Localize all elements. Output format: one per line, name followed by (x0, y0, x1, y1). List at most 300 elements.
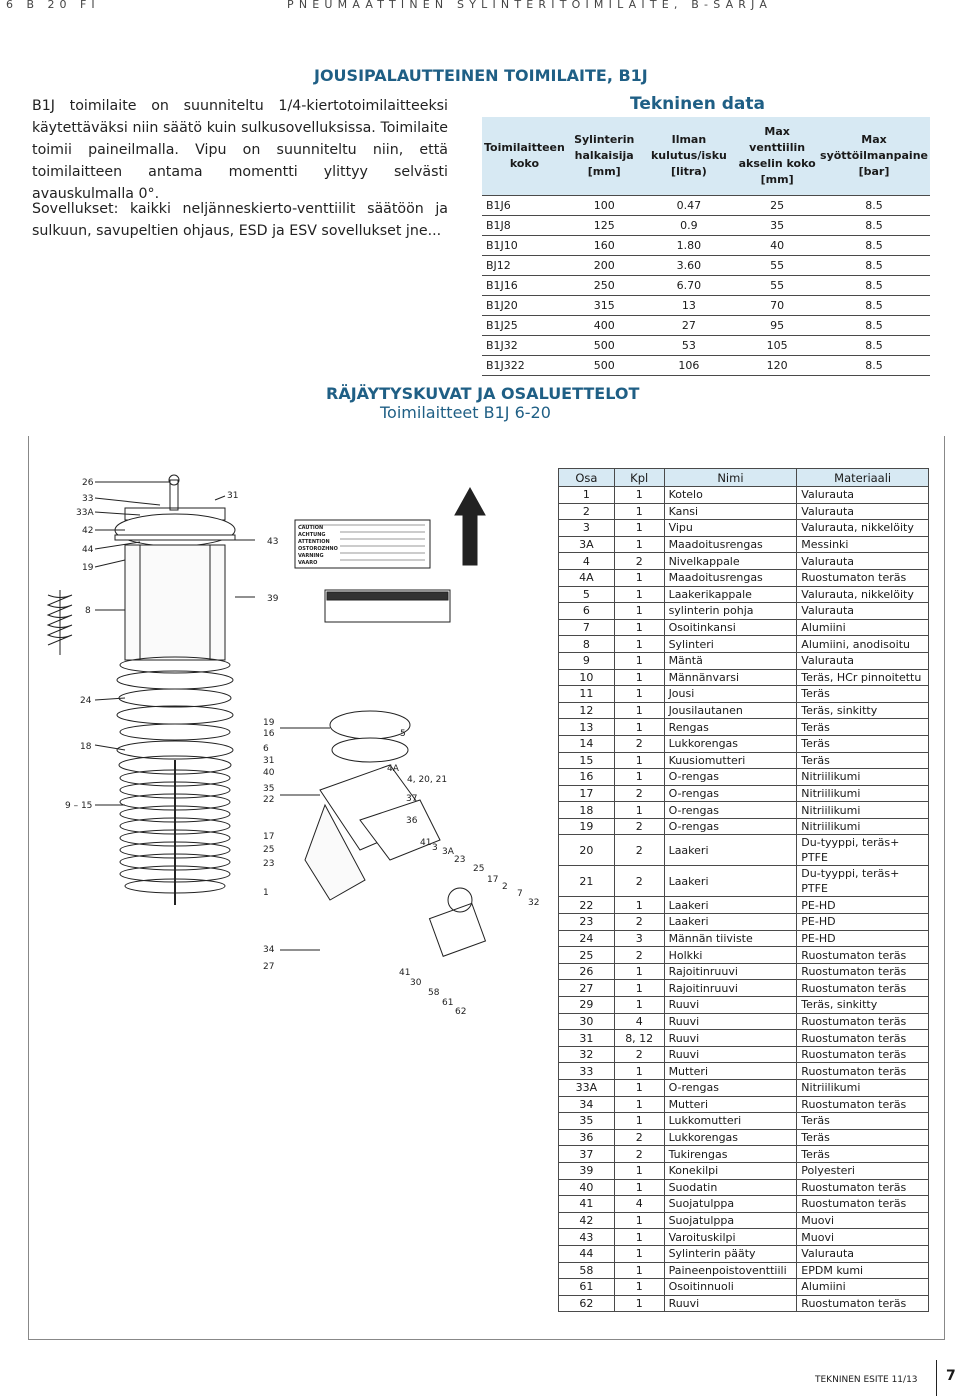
parts-cell: 21 (559, 866, 615, 897)
parts-cell: 22 (559, 897, 615, 914)
tech-cell: 55 (736, 256, 818, 276)
parts-cell: 1 (614, 997, 664, 1014)
parts-cell: O-rengas (664, 769, 797, 786)
parts-cell: 14 (559, 735, 615, 752)
drawing-label: 3A (442, 847, 454, 857)
parts-cell: 26 (559, 963, 615, 980)
parts-row (559, 785, 929, 802)
parts-cell: Paineenpoistoventtiili (664, 1262, 797, 1279)
drawing-label: 39 (267, 594, 279, 604)
drawing-label: 22 (263, 795, 275, 805)
parts-cell: 20 (559, 835, 615, 866)
drawing-label: 41 (420, 838, 432, 848)
tech-cell: 13 (642, 296, 737, 316)
parts-cell: 1 (614, 503, 664, 520)
parts-cell: Ruostumaton teräs (797, 1063, 929, 1080)
parts-cell: 61 (559, 1279, 615, 1296)
parts-cell: Valurauta (797, 553, 929, 570)
parts-cell: Vipu (664, 520, 797, 537)
parts-cell: Nivelkappale (664, 553, 797, 570)
parts-cell: 2 (614, 818, 664, 835)
tech-cell: 0.47 (642, 196, 737, 216)
drawing-label: 3 (432, 843, 438, 853)
drawing-label: 5 (400, 729, 406, 739)
tech-cell: 0.9 (642, 216, 737, 236)
parts-cell: 36 (559, 1129, 615, 1146)
parts-cell: 1 (614, 619, 664, 636)
parts-row (559, 997, 929, 1014)
parts-cell: 2 (614, 866, 664, 897)
parts-row (559, 1179, 929, 1196)
parts-cell: 2 (614, 947, 664, 964)
parts-cell: 25 (559, 947, 615, 964)
parts-cell: 2 (614, 1046, 664, 1063)
parts-row (559, 1245, 929, 1262)
drawing-label: 17 (487, 875, 499, 885)
parts-cell: 1 (614, 1113, 664, 1130)
parts-row (559, 769, 929, 786)
drawing-label: 19 (82, 563, 94, 573)
parts-row (559, 1080, 929, 1097)
parts-cell: Nitriilikumi (797, 785, 929, 802)
parts-cell: 1 (614, 652, 664, 669)
parts-row (559, 980, 929, 997)
drawing-label: 34 (263, 945, 275, 955)
parts-cell: Teräs, sinkitty (797, 997, 929, 1014)
parts-row (559, 1212, 929, 1229)
parts-cell: Lukkorengas (664, 1129, 797, 1146)
parts-row (559, 1013, 929, 1030)
parts-header: Materiaali (797, 469, 929, 487)
parts-cell: Mutteri (664, 1063, 797, 1080)
parts-cell: PE-HD (797, 930, 929, 947)
parts-cell: Laakerikappale (664, 586, 797, 603)
drawing-label: 44 (82, 545, 94, 555)
drawing-label: 31 (227, 491, 239, 501)
parts-row (559, 963, 929, 980)
drawing-label: 4A (387, 764, 399, 774)
parts-row (559, 619, 929, 636)
drawing-label: 24 (80, 696, 92, 706)
parts-cell: Nitriilikumi (797, 818, 929, 835)
parts-cell: 1 (614, 752, 664, 769)
parts-cell: Osoitinnuoli (664, 1279, 797, 1296)
parts-cell: 13 (559, 719, 615, 736)
drawing-label: 8 (85, 606, 91, 616)
parts-cell: 1 (614, 1080, 664, 1097)
parts-cell: Teräs (797, 719, 929, 736)
tech-cell: 55 (736, 276, 818, 296)
footer-text: TEKNINEN ESITE 11/13 (815, 1375, 918, 1385)
tech-cell: 25 (736, 196, 818, 216)
tech-cell: B1J322 (482, 356, 567, 376)
parts-cell: 1 (614, 1096, 664, 1113)
footer-divider (936, 1360, 937, 1396)
parts-cell: 1 (614, 520, 664, 537)
parts-cell: Ruostumaton teräs (797, 1030, 929, 1047)
parts-row (559, 866, 929, 897)
parts-row (559, 1229, 929, 1246)
intro-paragraph: B1J toimilaite on suunniteltu 1/4-kiertotoimilaitteeksi käytettäväksi niin säätö kuin sulkusovelluksissa. Toimilaite toimii paineilmalla. Vipu on suunniteltu niin, että toimilaitteen antama momentti ylittyy selvästi avauskulmalla 0°. (32, 98, 448, 202)
parts-row (559, 735, 929, 752)
tech-cell: 500 (567, 336, 642, 356)
parts-cell: Laakeri (664, 835, 797, 866)
parts-cell: Ruuvi (664, 1030, 797, 1047)
tech-cell: 3.60 (642, 256, 737, 276)
parts-cell: 1 (614, 1179, 664, 1196)
parts-cell: Mäntä (664, 652, 797, 669)
parts-header: Kpl (614, 469, 664, 487)
tech-header: Toimilaitteen koko (482, 117, 567, 196)
tech-header: Max venttiilin akselin koko [mm] (736, 117, 818, 196)
parts-cell: Kansi (664, 503, 797, 520)
parts-cell: 16 (559, 769, 615, 786)
tech-cell: 125 (567, 216, 642, 236)
parts-cell: 1 (614, 963, 664, 980)
drawing-label: 27 (263, 962, 275, 972)
parts-cell: Ruostumaton teräs (797, 980, 929, 997)
parts-cell: 1 (614, 1063, 664, 1080)
parts-cell: Rajoitinruuvi (664, 980, 797, 997)
parts-cell: 17 (559, 785, 615, 802)
tech-cell: B1J25 (482, 316, 567, 336)
parts-row (559, 1129, 929, 1146)
parts-cell: Varoituskilpi (664, 1229, 797, 1246)
parts-cell: 11 (559, 686, 615, 703)
parts-cell: 4 (614, 1013, 664, 1030)
drawing-label: 61 (442, 998, 454, 1008)
parts-cell: 41 (559, 1196, 615, 1213)
tech-cell: 8.5 (818, 316, 930, 336)
parts-row (559, 1162, 929, 1179)
parts-cell: 15 (559, 752, 615, 769)
parts-row (559, 669, 929, 686)
parts-row (559, 802, 929, 819)
parts-cell: Du-tyyppi, teräs+ PTFE (797, 866, 929, 897)
parts-cell: 23 (559, 914, 615, 931)
section-subtitle: Toimilaitteet B1J 6-20 (380, 403, 551, 422)
drawing-label: 16 (263, 729, 275, 739)
drawing-label: 23 (263, 859, 275, 869)
drawing-label: 23 (454, 855, 466, 865)
parts-row (559, 1113, 929, 1130)
parts-cell: 40 (559, 1179, 615, 1196)
parts-cell: 39 (559, 1162, 615, 1179)
tech-row (482, 256, 930, 276)
tech-cell: 35 (736, 216, 818, 236)
parts-cell: 1 (614, 980, 664, 997)
parts-cell: 44 (559, 1245, 615, 1262)
parts-cell: 4 (614, 1196, 664, 1213)
parts-cell: PE-HD (797, 914, 929, 931)
parts-cell: 1 (614, 1295, 664, 1312)
parts-cell: Ruostumaton teräs (797, 1046, 929, 1063)
parts-cell: 33A (559, 1080, 615, 1097)
parts-cell: Du-tyyppi, teräs+ PTFE (797, 835, 929, 866)
tech-data-table (482, 117, 930, 376)
parts-cell: 10 (559, 669, 615, 686)
tech-cell: 8.5 (818, 236, 930, 256)
tech-cell: 8.5 (818, 216, 930, 236)
parts-cell: 8 (559, 636, 615, 653)
tech-cell: 106 (642, 356, 737, 376)
parts-row (559, 1096, 929, 1113)
parts-cell: Teräs, sinkitty (797, 702, 929, 719)
parts-cell: 4 (559, 553, 615, 570)
parts-cell: Ruuvi (664, 1295, 797, 1312)
parts-row (559, 1146, 929, 1163)
parts-row (559, 930, 929, 947)
parts-cell: Laakeri (664, 914, 797, 931)
parts-row (559, 487, 929, 504)
parts-cell: Suodatin (664, 1179, 797, 1196)
page-header (0, 0, 960, 12)
parts-row (559, 553, 929, 570)
parts-cell: 32 (559, 1046, 615, 1063)
parts-cell: EPDM kumi (797, 1262, 929, 1279)
parts-cell: Messinki (797, 536, 929, 553)
parts-cell: Laakeri (664, 866, 797, 897)
tech-cell: 8.5 (818, 256, 930, 276)
parts-row (559, 586, 929, 603)
parts-cell: 3 (559, 520, 615, 537)
tech-cell: 27 (642, 316, 737, 336)
parts-cell: Nitriilikumi (797, 802, 929, 819)
parts-cell: 8, 12 (614, 1030, 664, 1047)
tech-cell: 105 (736, 336, 818, 356)
parts-cell: 9 (559, 652, 615, 669)
drawing-label: 2 (502, 882, 508, 892)
parts-row (559, 818, 929, 835)
drawing-label: 17 (263, 832, 275, 842)
tech-row (482, 356, 930, 376)
parts-cell: 18 (559, 802, 615, 819)
parts-cell: Tukirengas (664, 1146, 797, 1163)
tech-cell: B1J32 (482, 336, 567, 356)
parts-cell: Suojatulppa (664, 1196, 797, 1213)
parts-cell: 37 (559, 1146, 615, 1163)
parts-row (559, 1279, 929, 1296)
parts-cell: 2 (614, 914, 664, 931)
tech-row (482, 296, 930, 316)
parts-cell: 2 (559, 503, 615, 520)
parts-cell: Ruostumaton teräs (797, 1196, 929, 1213)
drawing-label: 25 (263, 845, 275, 855)
parts-cell: O-rengas (664, 785, 797, 802)
parts-row (559, 702, 929, 719)
drawing-label: 42 (82, 526, 94, 536)
parts-cell: Jousilautanen (664, 702, 797, 719)
tech-row (482, 196, 930, 216)
parts-cell: Suojatulppa (664, 1212, 797, 1229)
tech-cell: 8.5 (818, 356, 930, 376)
drawing-label: 41 (399, 968, 411, 978)
parts-cell: 1 (614, 487, 664, 504)
tech-cell: 8.5 (818, 336, 930, 356)
svg-text:CAUTION: CAUTION (298, 525, 324, 531)
parts-cell: Alumiini (797, 1279, 929, 1296)
tech-cell: 53 (642, 336, 737, 356)
parts-row (559, 652, 929, 669)
tech-cell: 8.5 (818, 276, 930, 296)
tech-cell: 160 (567, 236, 642, 256)
page-title: JOUSIPALAUTTEINEN TOIMILAITE, B1J (314, 66, 648, 85)
parts-cell: Ruuvi (664, 1013, 797, 1030)
parts-cell: Maadoitusrengas (664, 569, 797, 586)
parts-cell: Konekilpi (664, 1162, 797, 1179)
drawing-label: 19 (263, 718, 275, 728)
parts-row (559, 503, 929, 520)
parts-row (559, 1196, 929, 1213)
tech-cell: BJ12 (482, 256, 567, 276)
tech-cell: 250 (567, 276, 642, 296)
drawing-label: 26 (82, 478, 94, 488)
parts-cell: Rengas (664, 719, 797, 736)
parts-list-table (558, 468, 929, 1312)
parts-cell: 1 (614, 802, 664, 819)
drawing-label: 62 (455, 1007, 467, 1017)
tech-row (482, 236, 930, 256)
parts-cell: Sylinterin pääty (664, 1245, 797, 1262)
parts-cell: 1 (614, 1262, 664, 1279)
parts-row (559, 947, 929, 964)
parts-cell: Teräs (797, 735, 929, 752)
parts-cell: 1 (614, 603, 664, 620)
parts-cell: Ruostumaton teräs (797, 1013, 929, 1030)
parts-cell: O-rengas (664, 802, 797, 819)
parts-cell: Nitriilikumi (797, 769, 929, 786)
parts-cell: Valurauta (797, 503, 929, 520)
drawing-label: 58 (428, 988, 440, 998)
parts-cell: Männän tiiviste (664, 930, 797, 947)
parts-cell: 1 (614, 1229, 664, 1246)
parts-cell: 62 (559, 1295, 615, 1312)
parts-cell: Ruostumaton teräs (797, 1096, 929, 1113)
parts-cell: Nitriilikumi (797, 1080, 929, 1097)
parts-cell: 1 (614, 1162, 664, 1179)
parts-cell: Muovi (797, 1229, 929, 1246)
parts-cell: 12 (559, 702, 615, 719)
parts-cell: Ruostumaton teräs (797, 569, 929, 586)
parts-cell: Ruuvi (664, 997, 797, 1014)
drawing-label: 36 (406, 816, 418, 826)
parts-row (559, 603, 929, 620)
tech-row (482, 316, 930, 336)
tech-cell: B1J10 (482, 236, 567, 256)
parts-cell: O-rengas (664, 1080, 797, 1097)
parts-cell: 1 (614, 536, 664, 553)
parts-cell: Rajoitinruuvi (664, 963, 797, 980)
parts-header: Nimi (664, 469, 797, 487)
parts-cell: 2 (614, 735, 664, 752)
parts-cell: Polyesteri (797, 1162, 929, 1179)
tech-cell: 6.70 (642, 276, 737, 296)
parts-cell: 1 (614, 1245, 664, 1262)
parts-cell: 34 (559, 1096, 615, 1113)
drawing-label: 43 (267, 537, 279, 547)
parts-cell: Kuusiomutteri (664, 752, 797, 769)
svg-text:OSTOROZHNO: OSTOROZHNO (298, 546, 338, 552)
parts-cell: Kotelo (664, 487, 797, 504)
parts-row (559, 1295, 929, 1312)
parts-cell: Teräs, HCr pinnoitettu (797, 669, 929, 686)
drawing-label: 33 (82, 494, 94, 504)
parts-cell: Ruostumaton teräs (797, 1179, 929, 1196)
header-left: 6 B 20 FI (6, 0, 100, 11)
parts-cell: 29 (559, 997, 615, 1014)
parts-cell: Osoitinkansi (664, 619, 797, 636)
drawing-label: 33A (76, 508, 94, 518)
drawing-label: 1 (263, 888, 269, 898)
parts-cell: Alumiini, anodisoitu (797, 636, 929, 653)
svg-text:ATTENTION: ATTENTION (298, 539, 330, 545)
parts-cell: Valurauta, nikkelöity (797, 586, 929, 603)
parts-cell: 33 (559, 1063, 615, 1080)
parts-cell: Lukkomutteri (664, 1113, 797, 1130)
parts-cell: 42 (559, 1212, 615, 1229)
parts-cell: 1 (614, 1212, 664, 1229)
parts-cell: 2 (614, 785, 664, 802)
parts-cell: Laakeri (664, 897, 797, 914)
applications-paragraph: Sovellukset: kaikki neljänneskierto-venttiilit säätöön ja sulkuun, savupeltien ohjaus, ESD ja ESV sovellukset jne... (32, 201, 448, 239)
parts-cell: Teräs (797, 1129, 929, 1146)
parts-cell: Valurauta, nikkelöity (797, 520, 929, 537)
tech-cell: 200 (567, 256, 642, 276)
parts-row (559, 914, 929, 931)
tech-data-title: Tekninen data (630, 94, 765, 114)
parts-row (559, 719, 929, 736)
tech-cell: 70 (736, 296, 818, 316)
parts-cell: Männänvarsi (664, 669, 797, 686)
tech-cell: 400 (567, 316, 642, 336)
parts-cell: 43 (559, 1229, 615, 1246)
parts-row (559, 686, 929, 703)
tech-cell: 120 (736, 356, 818, 376)
section-title: RÄJÄYTYSKUVAT JA OSALUETTELOT (326, 384, 640, 403)
drawing-label: 9 – 15 (65, 801, 93, 811)
tech-header: Max syöttöilmanpaine [bar] (818, 117, 930, 196)
tech-row (482, 276, 930, 296)
parts-cell: 1 (614, 586, 664, 603)
parts-row (559, 1063, 929, 1080)
parts-cell: Teräs (797, 686, 929, 703)
parts-row (559, 569, 929, 586)
parts-cell: 1 (614, 686, 664, 703)
parts-row (559, 636, 929, 653)
page-number: 7 (946, 1368, 956, 1384)
parts-cell: Teräs (797, 752, 929, 769)
parts-cell: Muovi (797, 1212, 929, 1229)
header-right: PNEUMAATTINEN SYLINTERITOIMILAITE, B-SARJA (287, 0, 773, 11)
drawing-label: 25 (473, 864, 485, 874)
parts-cell: 1 (614, 897, 664, 914)
parts-cell: 5 (559, 586, 615, 603)
parts-cell: 3A (559, 536, 615, 553)
drawing-label: 35 (263, 784, 275, 794)
drawing-label: 32 (528, 898, 540, 908)
drawing-label: 6 (263, 744, 269, 754)
drawing-label: 4, 20, 21 (407, 775, 448, 785)
drawing-label: 40 (263, 768, 275, 778)
parts-cell: Valurauta (797, 1245, 929, 1262)
tech-cell: B1J6 (482, 196, 567, 216)
parts-cell: Holkki (664, 947, 797, 964)
parts-cell: Maadoitusrengas (664, 536, 797, 553)
drawing-label: 30 (410, 978, 422, 988)
parts-cell: Ruostumaton teräs (797, 947, 929, 964)
parts-cell: 2 (614, 1146, 664, 1163)
parts-cell: Mutteri (664, 1096, 797, 1113)
